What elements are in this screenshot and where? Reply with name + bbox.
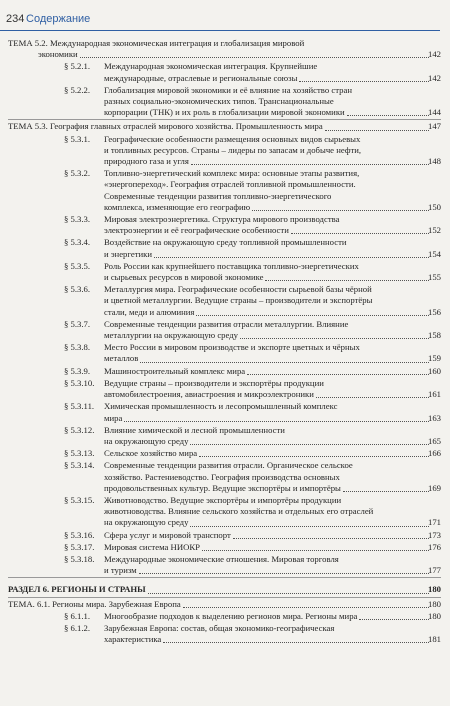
dot-leader xyxy=(252,210,429,211)
dot-leader xyxy=(124,421,429,422)
toc-subentry[interactable] xyxy=(0,61,450,83)
toc-entry-number: § 5.3.1. xyxy=(64,133,91,144)
toc-page-number: 163 xyxy=(427,412,441,423)
toc-entry-text: и сырьевых ресурсов в мировой экономике xyxy=(104,272,264,283)
page-header xyxy=(0,0,450,30)
toc-entry-text: Химическая промышленность и лесопромышленный комплекс xyxy=(104,401,338,412)
toc-entry-text: автомобилестроения, авиастроения и микроэлектроники xyxy=(104,389,314,400)
toc-page-number: 171 xyxy=(427,517,441,528)
toc-page-number: 150 xyxy=(427,201,441,212)
toc-page-number: 180 xyxy=(427,598,441,609)
toc-subentry[interactable] xyxy=(0,214,450,236)
toc-subentry[interactable] xyxy=(0,542,450,553)
toc-entry-text: Место России в мировом производстве и экспорте цветных и чёрных xyxy=(104,342,360,353)
toc-entry-text: на окружающую среду xyxy=(104,517,189,528)
toc-subentry[interactable] xyxy=(0,611,450,622)
toc-page-number: 152 xyxy=(427,225,441,236)
toc-entry-number: § 5.3.8. xyxy=(64,342,91,353)
toc-entry-text: Сфера услуг и мировой транспорт xyxy=(104,529,231,540)
toc-page-number: 165 xyxy=(427,435,441,446)
toc-subentry[interactable] xyxy=(0,319,450,341)
toc-entry-number: § 5.3.11. xyxy=(64,401,95,412)
toc-entry-text: Современные тенденции развития топливно-энергетического xyxy=(104,190,332,201)
toc-subentry[interactable] xyxy=(0,342,450,364)
toc-entry-number: § 5.3.12. xyxy=(64,424,95,435)
toc-entry-text: металлургии на окружающую среду xyxy=(104,330,239,341)
toc-entry-number: § 5.3.6. xyxy=(64,284,91,295)
toc-entry-text: РАЗДЕЛ 6. РЕГИОНЫ И СТРАНЫ xyxy=(8,584,146,595)
toc-page-number: 166 xyxy=(427,448,441,459)
toc-entry-text: электроэнергии и её географические особенности xyxy=(104,225,289,236)
toc-entry-number: § 5.3.16. xyxy=(64,529,95,540)
toc-entry-text: и энергетики xyxy=(104,248,153,259)
toc-subentry[interactable] xyxy=(0,554,450,576)
toc-subentry[interactable] xyxy=(0,85,450,119)
dot-leader xyxy=(291,233,429,234)
toc-entry-text: Роль России как крупнейшего поставщика топливно-энергетических xyxy=(104,260,359,271)
toc-entry-text: животноводства. Влияние сельского хозяйства и отдельных его отраслей xyxy=(104,506,374,517)
dot-leader xyxy=(190,444,429,445)
section-divider xyxy=(8,597,441,598)
page-number: 234 xyxy=(6,13,25,25)
toc-entry-number: § 5.3.2. xyxy=(64,168,91,179)
toc-subentry[interactable] xyxy=(0,401,450,423)
toc-subentry[interactable] xyxy=(0,366,450,377)
toc-subentry[interactable] xyxy=(0,237,450,259)
toc-entry-number: § 5.3.13. xyxy=(64,448,95,459)
toc-topic[interactable] xyxy=(0,599,450,610)
toc-entry-number: § 5.3.15. xyxy=(64,494,95,505)
toc-entry-text: «энергопереход». География отраслей топливной промышленности. xyxy=(104,179,356,190)
toc-entry-text: Мировая система НИОКР xyxy=(104,541,200,552)
toc-page-number: 155 xyxy=(427,272,441,283)
dot-leader xyxy=(196,315,429,316)
section-divider xyxy=(8,119,441,120)
dot-leader xyxy=(325,130,429,131)
dot-leader xyxy=(148,593,429,594)
toc-entry-number: § 5.3.4. xyxy=(64,237,91,248)
toc-page-number: 159 xyxy=(427,353,441,364)
toc-entry-text: Ведущие страны – производители и экспортёры продукции xyxy=(104,377,324,388)
toc-entry-text: Сельское хозяйство мира xyxy=(104,448,198,459)
dot-leader xyxy=(247,374,429,375)
toc-part[interactable] xyxy=(0,584,450,595)
dot-leader xyxy=(202,550,429,551)
toc-subentry[interactable] xyxy=(0,134,450,168)
toc-page-number: 142 xyxy=(427,72,441,83)
toc-entry-number: § 5.2.2. xyxy=(64,84,91,95)
table-of-contents xyxy=(0,37,450,645)
toc-entry-text: продовольственных культур. Ведущие экспортёры и импортёры xyxy=(104,482,341,493)
dot-leader xyxy=(191,164,429,165)
toc-entry-text: Современные тенденции развития отрасли металлургии. Влияние xyxy=(104,318,349,329)
toc-entry-number: § 5.3.9. xyxy=(64,365,91,376)
toc-subentry[interactable] xyxy=(0,261,450,283)
dot-leader xyxy=(199,456,429,457)
toc-subentry[interactable] xyxy=(0,378,450,400)
toc-page-number: 147 xyxy=(427,121,441,132)
toc-topic[interactable] xyxy=(0,121,450,132)
toc-entry-text: Топливно-энергетический комплекс мира: основные этапы развития, xyxy=(104,168,360,179)
dot-leader xyxy=(80,57,429,58)
toc-entry-text: Глобализация мировой экономики и её влияние на хозяйство стран xyxy=(104,84,352,95)
toc-subentry[interactable] xyxy=(0,168,450,213)
toc-entry-text: комплекса, изменяющие его географию xyxy=(104,201,251,212)
toc-page-number: 154 xyxy=(427,248,441,259)
toc-entry-text: Воздействие на окружающую среду топливной промышленности xyxy=(104,237,347,248)
dot-leader xyxy=(347,115,429,116)
toc-entry-text: Металлургия мира. Географические особенности сырьевой базы чёрной xyxy=(104,284,372,295)
toc-entry-text: ТЕМА. 6.1. Регионы мира. Зарубежная Европа xyxy=(8,598,181,609)
dot-leader xyxy=(139,573,429,574)
toc-subentry[interactable] xyxy=(0,623,450,645)
dot-leader xyxy=(163,642,429,643)
toc-entry-text: Машиностроительный комплекс мира xyxy=(104,365,246,376)
toc-entry-text: и топливных ресурсов. Страны – лидеры по запасам и добыче нефти, xyxy=(104,144,362,155)
header-rule xyxy=(0,30,440,31)
toc-entry-text: стали, меди и алюминия xyxy=(104,306,195,317)
toc-topic[interactable] xyxy=(0,38,450,60)
dot-leader xyxy=(240,338,429,339)
toc-entry-text: Современные тенденции развития отрасли. Органическое сельское xyxy=(104,460,353,471)
toc-entry-text: ТЕМА 5.3. География главных отраслей мирового хозяйства. Промышленность мира xyxy=(8,121,323,132)
section-title: Содержание xyxy=(26,13,91,25)
toc-page-number: 161 xyxy=(427,389,441,400)
toc-entry-text: Географические особенности размещения основных видов сырьевых xyxy=(104,133,361,144)
toc-page-number: 158 xyxy=(427,330,441,341)
toc-page-number: 180 xyxy=(427,584,441,595)
toc-page-number: 148 xyxy=(427,156,441,167)
toc-entry-text: международные, отраслевые и региональные союзы xyxy=(104,72,298,83)
dot-leader xyxy=(343,491,429,492)
toc-subentry[interactable] xyxy=(0,425,450,447)
toc-entry-number: § 6.1.2. xyxy=(64,622,91,633)
toc-entry-text: разных социально-экономических типов. Транснациональные xyxy=(104,96,334,107)
toc-entry-number: § 5.3.7. xyxy=(64,318,91,329)
dot-leader xyxy=(359,619,429,620)
toc-entry-text: мира xyxy=(104,412,123,423)
toc-page-number: 142 xyxy=(427,49,441,60)
toc-page-number: 176 xyxy=(427,541,441,552)
dot-leader xyxy=(183,607,429,608)
dot-leader xyxy=(299,81,429,82)
toc-entry-text: экономики xyxy=(38,49,78,60)
toc-page-number: 144 xyxy=(427,107,441,118)
section-divider xyxy=(8,577,441,578)
dot-leader xyxy=(316,397,429,398)
toc-subentry[interactable] xyxy=(0,448,450,459)
toc-page-number: 169 xyxy=(427,482,441,493)
toc-entry-text: Влияние химической и лесной промышленности xyxy=(104,424,285,435)
toc-entry-text: корпорации (ТНК) и их роль в глобализации мировой экономики xyxy=(104,107,345,118)
toc-entry-text: Международные экономические отношения. Мировая торговля xyxy=(104,553,339,564)
toc-entry-text: хозяйство. Растениеводство. География производства основных xyxy=(104,471,340,482)
toc-entry-text: и туризм xyxy=(104,565,137,576)
toc-page-number: 181 xyxy=(427,634,441,645)
dot-leader xyxy=(233,538,429,539)
dot-leader xyxy=(154,257,429,258)
toc-subentry[interactable] xyxy=(0,495,450,529)
toc-entry-number: § 5.2.1. xyxy=(64,61,91,72)
toc-page-number: 160 xyxy=(427,365,441,376)
toc-entry-text: и цветной металлургии. Ведущие страны – производители и экспортёры xyxy=(104,295,373,306)
toc-subentry[interactable] xyxy=(0,284,450,318)
toc-subentry[interactable] xyxy=(0,460,450,494)
toc-entry-number: § 6.1.1. xyxy=(64,610,91,621)
toc-entry-number: § 5.3.10. xyxy=(64,377,95,388)
toc-entry-number: § 5.3.3. xyxy=(64,214,91,225)
toc-entry-number: § 5.3.18. xyxy=(64,553,95,564)
toc-entry-text: Зарубежная Европа: состав, общая экономико-географическая xyxy=(104,622,335,633)
dot-leader xyxy=(265,280,429,281)
toc-entry-text: на окружающую среду xyxy=(104,435,189,446)
toc-entry-number: § 5.3.5. xyxy=(64,260,91,271)
toc-entry-text: Многообразие подходов к выделению регионов мира. Регионы мира xyxy=(104,610,358,621)
toc-entry-text: Животноводство. Ведущие экспортёры и импортёры продукции xyxy=(104,494,342,505)
toc-entry-number: § 5.3.14. xyxy=(64,460,95,471)
toc-entry-text: Международная экономическая интеграция. Крупнейшие xyxy=(104,61,318,72)
toc-page-number: 156 xyxy=(427,306,441,317)
toc-page-number: 180 xyxy=(427,610,441,621)
dot-leader xyxy=(190,526,429,527)
toc-entry-text: ТЕМА 5.2. Международная экономическая интеграция и глобализация мировой xyxy=(8,38,305,48)
toc-page-number: 177 xyxy=(427,565,441,576)
toc-entry-text: металлов xyxy=(104,353,139,364)
toc-entry-number: § 5.3.17. xyxy=(64,541,95,552)
toc-page-number: 173 xyxy=(427,529,441,540)
toc-subentry[interactable] xyxy=(0,530,450,541)
toc-entry-text: Мировая электроэнергетика. Структура мирового производства xyxy=(104,214,340,225)
toc-entry-text: природного газа и угля xyxy=(104,156,189,167)
dot-leader xyxy=(140,362,429,363)
toc-entry-text: характеристика xyxy=(104,634,162,645)
